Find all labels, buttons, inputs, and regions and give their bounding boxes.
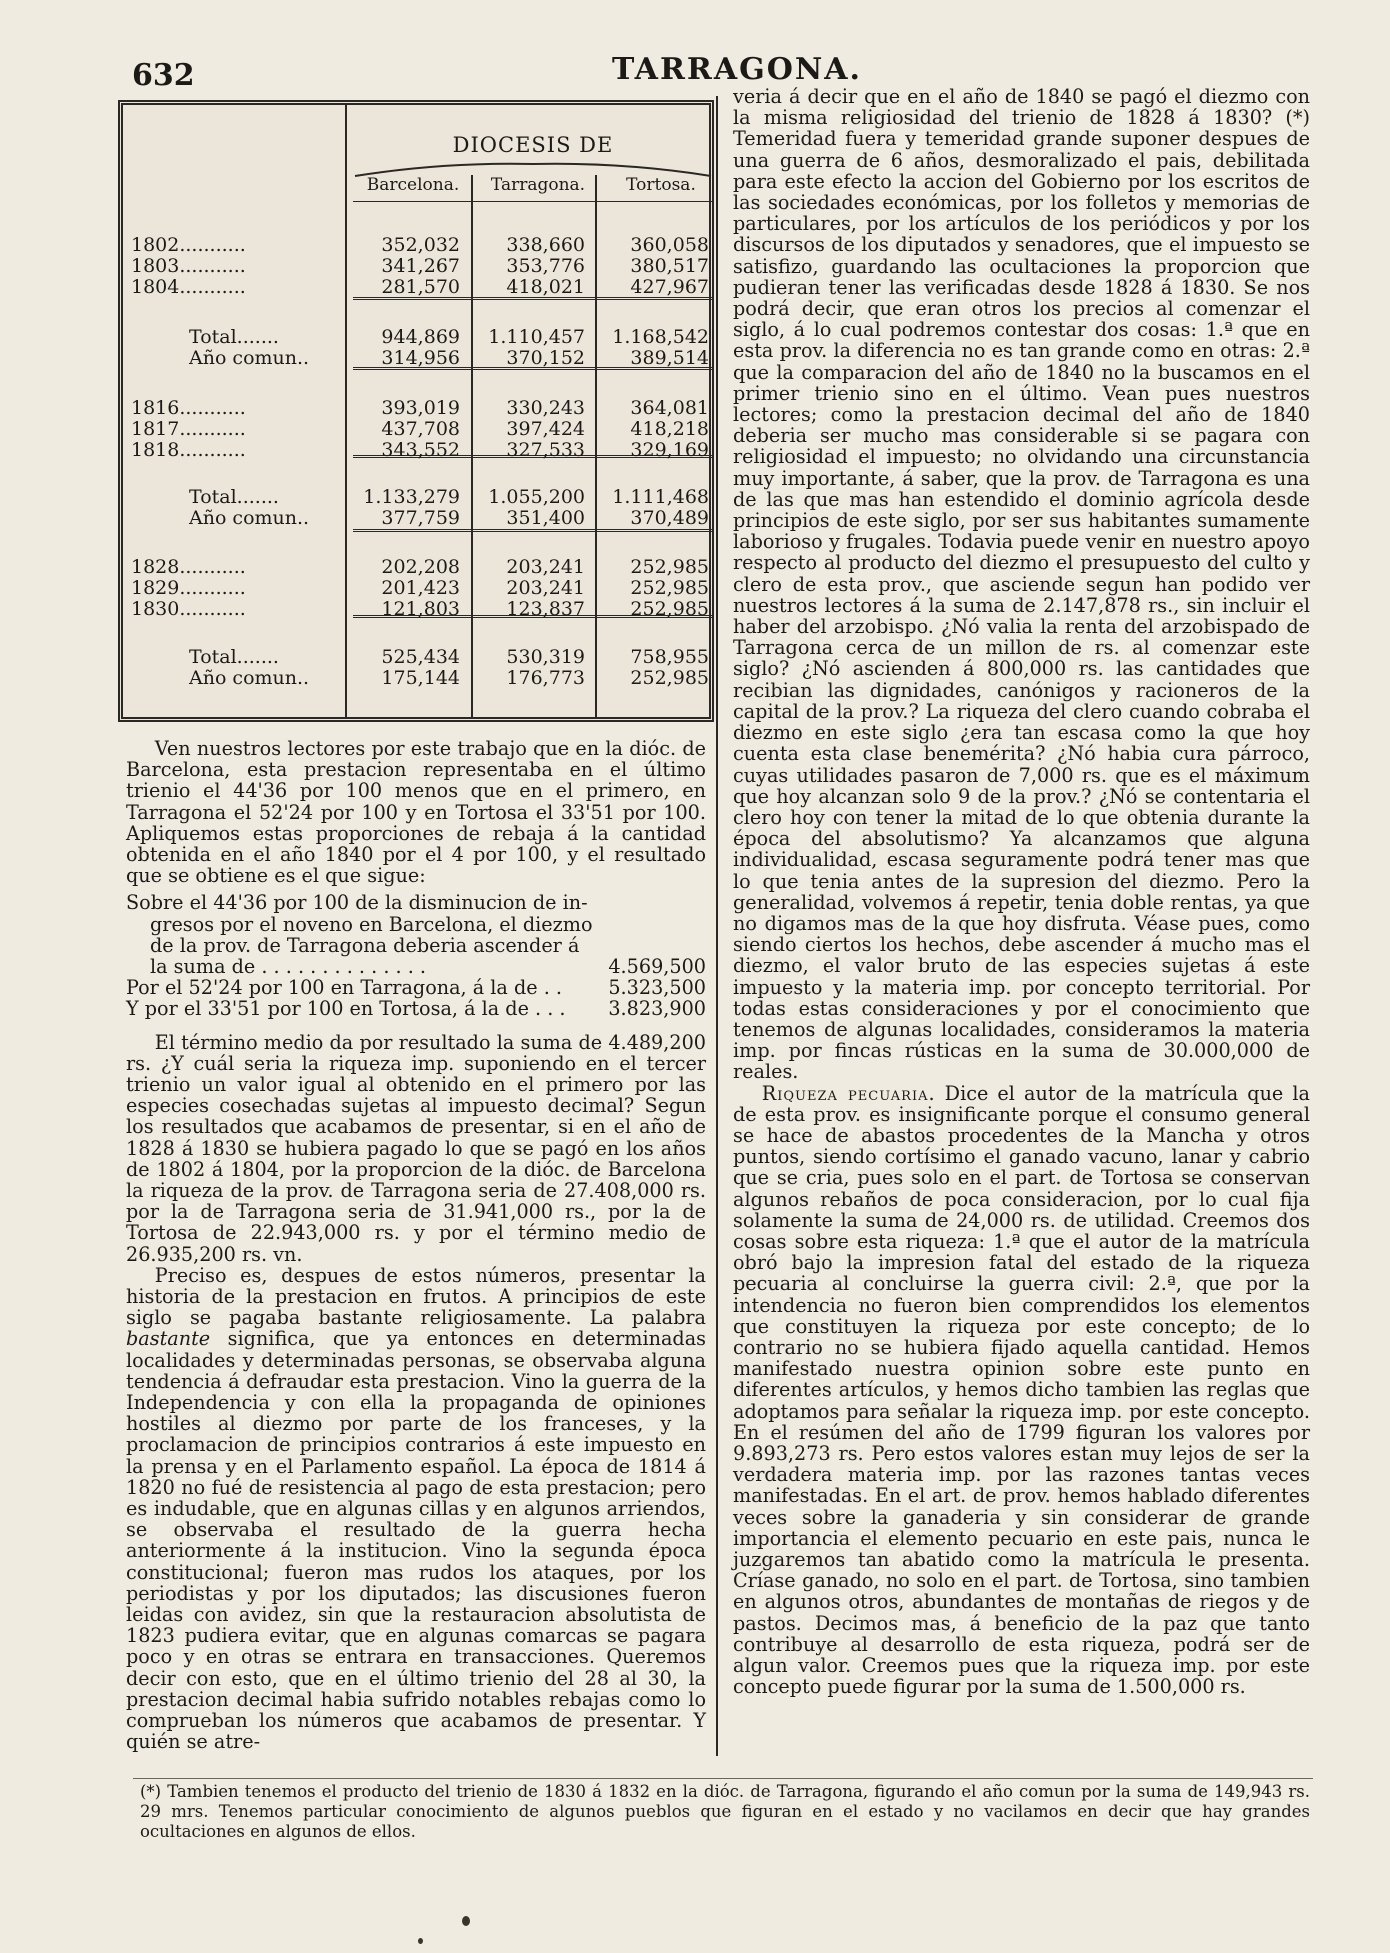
cell: 203,241 <box>506 577 585 599</box>
cell: 758,955 <box>630 646 709 668</box>
cell: 944,869 <box>381 326 460 348</box>
calc-line <box>126 914 706 935</box>
cell: 393,019 <box>381 397 460 419</box>
row-label: Total....... <box>189 327 279 347</box>
emphasis: bastante <box>126 1327 211 1351</box>
column-header-tortosa: Tortosa. <box>626 175 696 195</box>
calc-line <box>126 935 706 956</box>
row-label: Año comun.. <box>189 348 310 368</box>
table-rule <box>353 529 713 532</box>
cell: 314,956 <box>381 347 460 369</box>
row-label: 1830........... <box>131 599 246 619</box>
table-row <box>123 668 713 688</box>
cell: 176,773 <box>506 667 585 689</box>
table-row <box>123 578 713 598</box>
row-label: Año comun.. <box>189 668 310 688</box>
cell: 252,985 <box>630 667 709 689</box>
calc-value: 4.569,500 <box>608 954 706 978</box>
cell: 351,400 <box>506 507 585 529</box>
row-label: 1803........... <box>131 256 246 276</box>
calc-text: Por el 52'24 por 100 en Tarragona, á la de . . <box>126 976 562 1000</box>
table-row <box>123 487 713 507</box>
table-row <box>123 508 713 528</box>
cell: 1.055,200 <box>488 486 585 508</box>
running-title: TARRAGONA. <box>612 52 862 87</box>
cell: 203,241 <box>506 556 585 578</box>
row-label: Año comun.. <box>189 508 310 528</box>
calc-text: gresos por el noveno en Barcelona, el diezmo <box>150 912 593 936</box>
section-heading: Riqueza pecuaria. <box>761 1081 936 1105</box>
table-row <box>123 398 713 418</box>
table-rule <box>353 201 713 202</box>
row-label: Total....... <box>189 647 279 667</box>
row-label: 1817........... <box>131 419 246 439</box>
cell: 370,489 <box>630 507 709 529</box>
cell: 201,423 <box>381 577 460 599</box>
paragraph <box>733 1083 1310 1698</box>
cell: 418,021 <box>506 276 585 298</box>
cell: 525,434 <box>381 646 460 668</box>
table-row <box>123 557 713 577</box>
cell: 175,144 <box>381 667 460 689</box>
cell: 530,319 <box>506 646 585 668</box>
calc-text: Sobre el 44'36 por 100 de la disminucion de in- <box>126 891 588 915</box>
paragraph <box>126 1265 706 1753</box>
cell: 418,218 <box>630 418 709 440</box>
table-row <box>123 256 713 276</box>
calc-text: la suma de . . . . . . . . . . . . . . <box>150 954 427 978</box>
cell: 389,514 <box>630 347 709 369</box>
cell: 364,081 <box>630 397 709 419</box>
diocese-table <box>118 100 714 722</box>
cell: 380,517 <box>630 255 709 277</box>
table-row <box>123 599 713 619</box>
table-row <box>123 647 713 667</box>
column-header-barcelona: Barcelona. <box>366 175 460 195</box>
cell: 1.111,468 <box>612 486 709 508</box>
calc-text: de la prov. de Tarragona deberia ascender á <box>150 933 580 957</box>
cell: 330,243 <box>506 397 585 419</box>
right-column <box>733 86 1310 1697</box>
table-group-title: DIOCESIS DE <box>452 133 614 157</box>
calc-line <box>126 998 706 1019</box>
cell: 123,837 <box>506 598 585 620</box>
paragraph: El término medio da por resultado la suma de 4.489,200 rs. ¿Y cuál seria la riqueza imp. suponiendo en el tercer trienio un valor igual al obtenido en el primero por las especies cosechadas sujetas al impuesto decimal? Segun los resultados que acabamos de presentar, si en el año de 1828 á 1830 se hubiera pagado lo que se pagó en los años de 1802 á 1804, por la proporcion de la dióc. de Barcelona la riqueza de la prov. de Tarragona seria de 27.408,000 rs. por la de Tarragona seria de 31.941,000 rs., por la de Tortosa de 22.943,000 rs. y por el término medio de 26.935,200 rs. vn. <box>126 1030 706 1266</box>
calc-line <box>126 892 706 913</box>
cell: 1.168,542 <box>612 326 709 348</box>
footnote: (*) Tambien tenemos el producto del trienio de 1830 á 1832 en la dióc. de Tarragona, figurando el año comun por la suma de 149,943 rs. 29 mrs. Tenemos particular conocimiento de algunos pueblos que figuran en el estado y no vacilamos en decir que hay grandes ocultaciones en algunos de ellos. <box>140 1782 1310 1841</box>
cell: 121,803 <box>381 598 460 620</box>
row-label: 1818........... <box>131 440 246 460</box>
ink-smudge <box>462 1916 470 1926</box>
table-row <box>123 348 713 368</box>
cell: 360,058 <box>630 234 709 256</box>
row-label: 1804........... <box>131 277 246 297</box>
column-header-tarragona: Tarragona. <box>490 175 586 195</box>
cell: 1.110,457 <box>488 326 585 348</box>
table-row <box>123 277 713 297</box>
calc-value: 5.323,500 <box>608 976 706 1000</box>
cell: 281,570 <box>381 276 460 298</box>
row-label: 1802........... <box>131 235 246 255</box>
calc-value: 3.823,900 <box>608 997 706 1021</box>
ink-smudge <box>418 1938 423 1944</box>
cell: 202,208 <box>381 556 460 578</box>
cell: 327,533 <box>506 439 585 461</box>
text-run: Preciso es, despues de estos números, presentar la historia de la prestacion en frutos. A principios de este siglo se pagaba bastante religiosamente. La palabra <box>126 1263 706 1330</box>
cell: 252,985 <box>630 598 709 620</box>
cell: 427,967 <box>630 276 709 298</box>
paragraph: veria á decir que en el año de 1840 se pagó el diezmo con la misma religiosidad del trienio de 1828 á 1830? (*) Temeridad fuera y temeridad grande suponer despues de una guerra de 6 años, desmoralizado el pais, debilitada para este efecto la accion del Gobierno por los escritos de las sociedades económicas, por los folletos y memorias de particulares, por los artículos de los periódicos y por los discursos de los diputados y senadores, que el impuesto se satisfizo, guardando las ocultaciones la proporcion que pudieran tener las verificadas desde 1828 á 1830. Se nos podrá decir, que eran otros los precios al comenzar el siglo, á lo cual podremos contestar dos cosas: 1.ª que en esta prov. la diferencia no es tan grande como en otras: 2.ª que la comparacion del año de 1840 no la buscamos en el primer trienio sino en el último. Vean pues nuestros lectores; como la prestacion decimal del año de 1840 deberia ser mucho mas considerable si se pagara con religiosidad el impuesto; no olvidando una circunstancia muy importante, á saber, que la prov. de Tarragona es una de las que mas han estendido el dominio agrícola desde principios de este siglo, por ser sus habitantes sumamente laborioso y frugales. Todavia puede venir en nuestro apoyo respecto al producto del diezmo el presupuesto del culto y clero de esta prov., que asciende segun han podido ver nuestros lectores á la suma de 2.147,878 rs., sin incluir el haber del arzobispo. ¿Nó valia la renta del arzobispado de Tarragona cerca de un millon de rs. al comenzar este siglo? ¿Nó ascienden á 800,000 rs. las cantidades que recibian las dignidades, canónigos y racioneros de la capital de la prov.? La riqueza del clero cuando cobraba el diezmo en este siglo ¿era tan escasa como la que hoy cuenta esta clase benemérita? ¿Nó habia cura párroco, cuyas utilidades pasaron de 7,000 rs. que es el máximum que hoy alcanzan solo 9 de la prov.? ¿Nó se contentaria el clero hoy con tener la mitad de lo que obtenia durante la época del absolutismo? Ya alcanzamos que alguna individualidad, escasa seguramente podrá tener mas que lo que tenia antes de la supresion del diezmo. Pero la generalidad, volvemos á repetir, tenia doble rentas, ya que no digamos mas de la que hoy disfruta. Véase pues, como siendo ciertos los hechos, debe ascender á mucho mas el diezmo, el valor bruto de las especies sujetas á este impuesto y la materia imp. por concepto territorial. Por todas estas consideraciones y por el conocimiento que tenemos de algunas localidades, consideramos la materia imp. por fincas rústicas en la suma de 30.000,000 de reales. <box>733 85 1310 1084</box>
cell: 341,267 <box>381 255 460 277</box>
text-run: significa, que ya entonces en determinadas localidades y determinadas personas, se observaba alguna tendencia á defraudar esta prestacion. Vino la guerra de la Independencia y con ella la propaganda de opiniones hostiles al diezmo por parte de los franceses, y la proclamacion de principios contrarios á este impuesto en la prensa y en el Parlamento español. La época de 1814 á 1820 no fué de resistencia al pago de esta prestacion; pero es indudable, que en algunas cillas y en algunos arriendos, se observaba el resultado de la guerra hecha anteriormente á la institucion. Vino la segunda época constitucional; fueron mas rudos los ataques, por los periodistas y por los diputados; las discusiones fueron leidas con avidez, sin que la restauracion absolutista de 1823 pudiera evitar, que en algunas comarcas se pagara poco y en otras se entrara en transacciones. Queremos decir con esto, que en el último trienio del 28 al 30, la prestacion decimal habia sufrido notables rebajas como lo comprueban los números que acabamos de presentar. Y quién se atre- <box>126 1327 706 1754</box>
cell: 353,776 <box>506 255 585 277</box>
cell: 252,985 <box>630 556 709 578</box>
page-number: 632 <box>132 58 195 93</box>
cell: 1.133,279 <box>363 486 460 508</box>
row-label: Total....... <box>189 487 279 507</box>
cell: 352,032 <box>381 234 460 256</box>
text-run: Dice el autor de la matrícula que la de esta prov. es insignificante porque el consumo general se hace de abastos procedentes de la Mancha y otros puntos, siendo cortísimo el ganado vacuno, lanar y cabrio que se cria, pues solo en el part. de Tortosa se conservan algunos rebaños de poca consideracion, por lo cual fija solamente la suma de 24,000 rs. de utilidad. Creemos dos cosas sobre esta riqueza: 1.ª que el autor de la matrícula obró bajo la impresion fatal del estado de la riqueza pecuaria al concluirse la guerra civil: 2.ª, que por la intendencia no fueron bien comprendidos los elementos que constituyen la riqueza por este concepto; de lo contrario no se hubiera fijado aquella cantidad. Hemos manifestado nuestra opinion sobre este punto en diferentes artículos, y hemos dicho tambien las reglas que adoptamos para señalar la riqueza imp. por este concepto. En el resúmen del año de 1799 figuran los valores por 9.893,273 rs. Pero estos valores estan muy lejos de ser la verdadera materia imp. por las razones tantas veces manifestadas. En el art. de prov. hemos hablado diferentes veces sobre la ganaderia y sin considerar de grande importancia el elemento pecuario en este pais, nunca le juzgaremos tan abatido como la matrícula le presenta. Críase ganado, no solo en el part. de Tortosa, sino tambien en algunos otros, abundantes de montañas de riegos y de pastos. Decimos mas, á beneficio de la paz que tanto contribuye al desarrollo de esta riqueza, podrá ser de algun valor. Creemos pues que la riqueza imp. por este concepto puede figurar por la suma de 1.500,000 rs. <box>733 1081 1310 1699</box>
calc-text: Y por el 33'51 por 100 en Tortosa, á la de . . . <box>126 997 566 1021</box>
row-label: 1816........... <box>131 398 246 418</box>
column-rule <box>716 96 718 1756</box>
cell: 370,152 <box>506 347 585 369</box>
cell: 397,424 <box>506 418 585 440</box>
table-row <box>123 419 713 439</box>
row-label: 1828........... <box>131 557 246 577</box>
footnote-rule <box>133 1778 1313 1779</box>
table-row <box>123 327 713 347</box>
calc-line <box>126 977 706 998</box>
table-row <box>123 235 713 255</box>
row-label: 1829........... <box>131 578 246 598</box>
cell: 252,985 <box>630 577 709 599</box>
cell: 343,552 <box>381 439 460 461</box>
table-row <box>123 440 713 460</box>
left-column <box>126 738 706 1752</box>
paragraph: Ven nuestros lectores por este trabajo que en la dióc. de Barcelona, esta prestacion representaba en el último trienio el 44'36 por 100 menos que en el primero, en Tarragona el 52'24 por 100 y en Tortosa el 33'51 por 100. Apliquemos estas proporciones de rebaja á la cantidad obtenida en el año 1840 por el 4 por 100, y el resultado que se obtiene es el que sigue: <box>126 737 706 888</box>
calculation-block <box>126 892 706 1019</box>
cell: 377,759 <box>381 507 460 529</box>
calc-line <box>126 956 706 977</box>
cell: 437,708 <box>381 418 460 440</box>
cell: 329,169 <box>630 439 709 461</box>
cell: 338,660 <box>506 234 585 256</box>
